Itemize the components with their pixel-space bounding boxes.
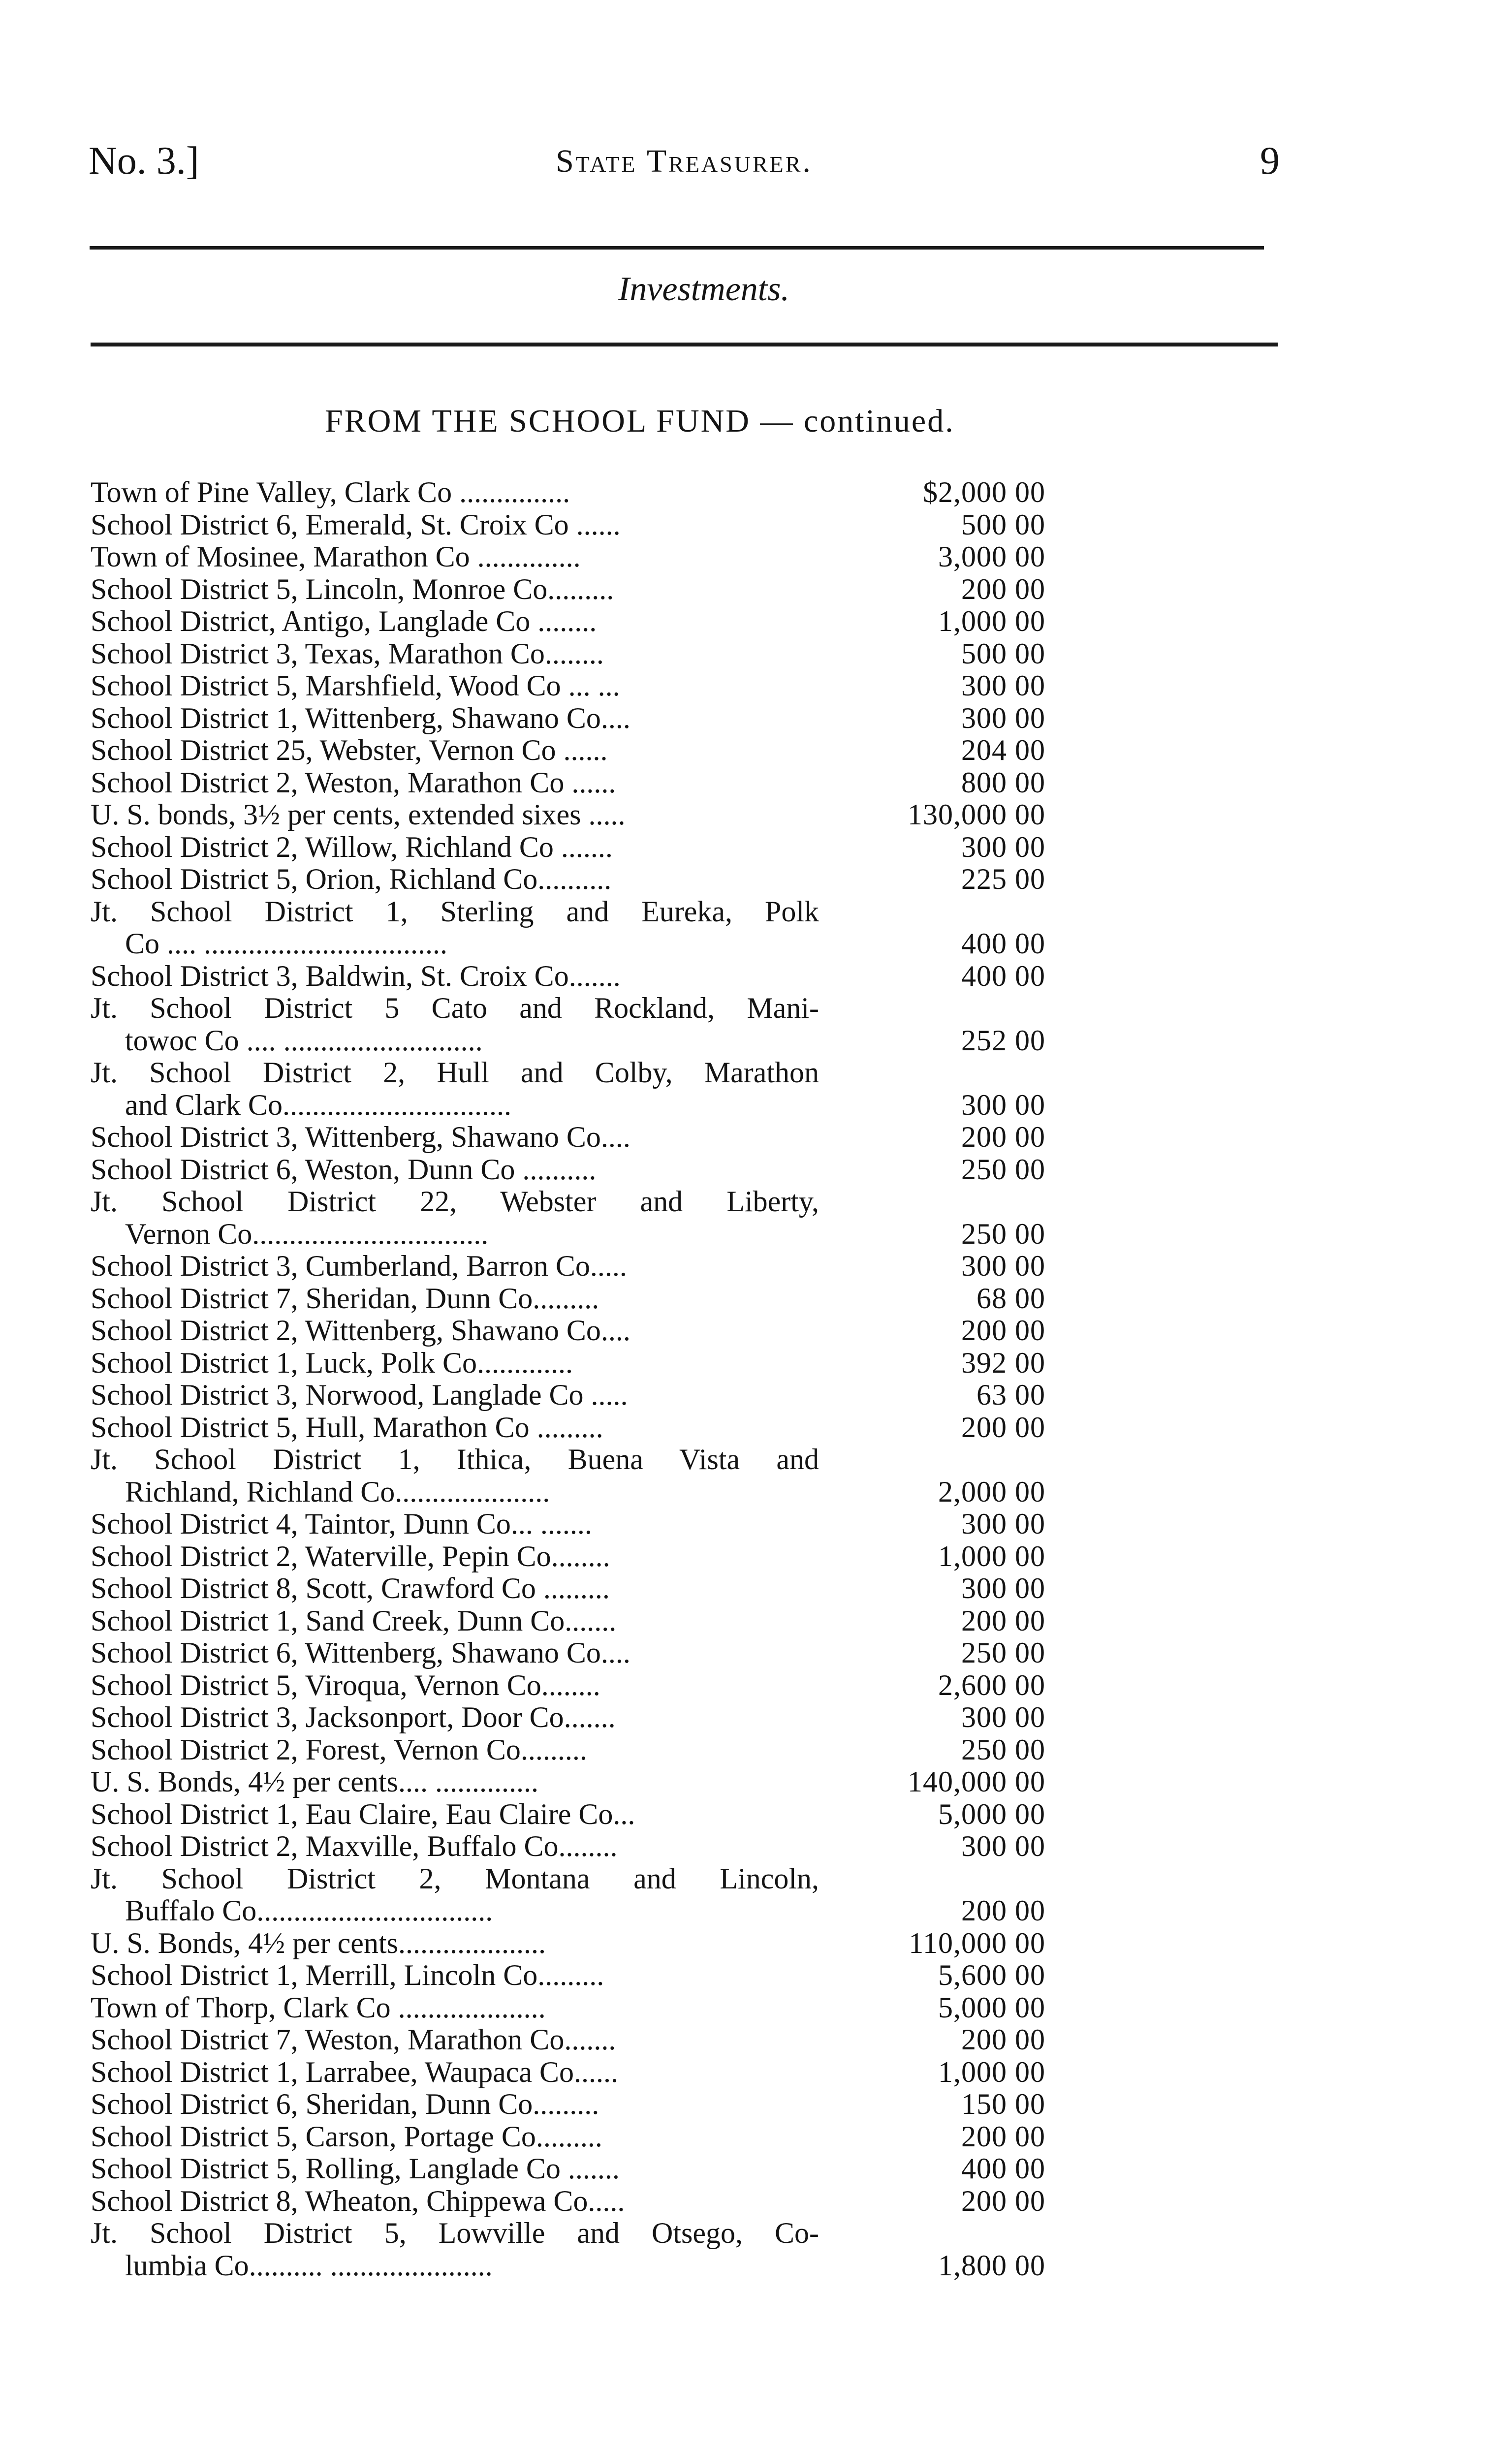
table-row (91, 2217, 1075, 2282)
row-amount: 150 00 (961, 2088, 1045, 2120)
row-description-line: School District 3, Cumberland, Barron Co..... (91, 1250, 627, 1282)
row-description-line: School District 6, Emerald, St. Croix Co ...... (91, 508, 621, 541)
row-description-line: School District 3, Jacksonport, Door Co....... (91, 1701, 616, 1733)
row-description (91, 1444, 819, 1508)
running-header (89, 139, 1280, 193)
row-amount: 1,800 00 (938, 2249, 1045, 2282)
row-description (91, 1121, 819, 1154)
row-amount: 68 00 (976, 1282, 1045, 1315)
table-row (91, 896, 1075, 960)
investments-table (91, 476, 1075, 2282)
row-description-line: School District 5, Rolling, Langlade Co ....... (91, 2152, 620, 2185)
row-amount: 2,000 00 (938, 1475, 1045, 1508)
row-description (91, 1315, 819, 1347)
row-description-line: School District 7, Weston, Marathon Co....... (91, 2023, 616, 2056)
running-title: State Treasurer. (556, 143, 813, 179)
row-description-line: Town of Thorp, Clark Co .................... (91, 1991, 546, 2024)
row-amount: 250 00 (961, 1153, 1045, 1186)
row-description-line: School District 5, Orion, Richland Co.......... (91, 863, 612, 895)
table-row (91, 734, 1075, 767)
row-description (91, 670, 819, 702)
table-row (91, 573, 1075, 606)
row-description (91, 509, 819, 541)
row-amount: 300 00 (961, 1088, 1045, 1121)
row-description-line: School District 5, Carson, Portage Co......... (91, 2120, 602, 2153)
row-amount: 200 00 (961, 1411, 1045, 1444)
row-description-continuation: Vernon Co................................ (125, 1217, 489, 1250)
table-row (91, 1412, 1075, 1444)
row-description-line: Town of Mosinee, Marathon Co .............. (91, 540, 581, 573)
table-row (91, 1734, 1075, 1766)
row-amount: 1,000 00 (938, 2055, 1045, 2088)
page-subtitle: Investments. (618, 270, 789, 308)
row-amount: 300 00 (961, 1508, 1045, 1540)
row-amount: 63 00 (976, 1379, 1045, 1411)
row-description (91, 1669, 819, 1702)
row-description-line: School District 5, Lincoln, Monroe Co......... (91, 572, 614, 605)
table-row (91, 1154, 1075, 1186)
document-number: No. 3.] (89, 139, 199, 183)
row-description (91, 1798, 819, 1831)
table-row (91, 1508, 1075, 1540)
row-description (91, 1927, 819, 1960)
row-description-line: School District 1, Sand Creek, Dunn Co....... (91, 1604, 617, 1637)
row-description (91, 1508, 819, 1540)
row-description-line: Jt. School District 5 Cato and Rockland, Mani- (91, 992, 819, 1024)
row-description (91, 1283, 819, 1315)
table-row (91, 1347, 1075, 1380)
row-description (91, 2121, 819, 2153)
table-row (91, 1830, 1075, 1863)
row-amount: 130,000 00 (908, 798, 1045, 831)
row-amount: 200 00 (961, 2023, 1045, 2056)
row-description (91, 1379, 819, 1412)
row-description (91, 992, 819, 1057)
table-row (91, 1283, 1075, 1315)
row-amount: 400 00 (961, 2152, 1045, 2185)
bottom-rule (91, 343, 1278, 346)
row-description-line: Jt. School District 5, Lowville and Otsego, Co- (91, 2217, 819, 2249)
table-row (91, 1959, 1075, 1992)
row-amount: 5,600 00 (938, 1959, 1045, 1991)
row-description (91, 1637, 819, 1669)
row-description (91, 605, 819, 638)
row-amount: 1,000 00 (938, 605, 1045, 637)
table-row (91, 1798, 1075, 1831)
row-description-line: School District 25, Webster, Vernon Co ...... (91, 734, 608, 766)
row-description (91, 1250, 819, 1283)
row-description-line: School District 5, Marshfield, Wood Co ... ... (91, 669, 620, 702)
row-description-line: School District 1, Eau Claire, Eau Claire Co... (91, 1797, 635, 1830)
row-description (91, 1830, 819, 1863)
row-description (91, 767, 819, 799)
row-amount: 800 00 (961, 766, 1045, 799)
row-description (91, 2056, 819, 2089)
row-description-line: School District 1, Larrabee, Waupaca Co...... (91, 2055, 619, 2088)
row-description-line: School District 3, Norwood, Langlade Co ..... (91, 1379, 628, 1411)
row-amount: 110,000 00 (909, 1926, 1045, 1959)
table-row (91, 1444, 1075, 1508)
row-description (91, 1766, 819, 1798)
row-description (91, 2088, 819, 2121)
row-amount: 3,000 00 (938, 540, 1045, 573)
table-row (91, 767, 1075, 799)
table-row (91, 1927, 1075, 1960)
row-description (91, 1959, 819, 1992)
table-row (91, 2024, 1075, 2056)
table-row (91, 670, 1075, 702)
row-description (91, 1605, 819, 1637)
row-amount: 225 00 (961, 863, 1045, 895)
row-amount: 140,000 00 (908, 1765, 1045, 1798)
table-row (91, 605, 1075, 638)
row-amount: 300 00 (961, 830, 1045, 863)
row-amount: 250 00 (961, 1733, 1045, 1766)
row-amount: 200 00 (961, 1314, 1045, 1347)
table-row (91, 1572, 1075, 1605)
row-description (91, 476, 819, 509)
section-title: FROM THE SCHOOL FUND — continued. (325, 403, 955, 439)
top-rule (90, 246, 1264, 250)
row-description-line: School District 5, Hull, Marathon Co ......... (91, 1411, 603, 1444)
row-amount: 500 00 (961, 637, 1045, 670)
row-description-line: School District 8, Scott, Crawford Co ......... (91, 1572, 610, 1604)
row-description (91, 1057, 819, 1121)
row-description (91, 896, 819, 960)
row-amount: 300 00 (961, 1701, 1045, 1733)
row-description-line: School District 2, Forest, Vernon Co......... (91, 1733, 587, 1766)
table-row (91, 1379, 1075, 1412)
row-description (91, 1154, 819, 1186)
row-description-line: Jt. School District 1, Sterling and Eureka, Polk (91, 895, 819, 928)
table-row (91, 1863, 1075, 1927)
row-description (91, 863, 819, 896)
table-row (91, 509, 1075, 541)
table-row (91, 1766, 1075, 1798)
row-description-line: Jt. School District 22, Webster and Liberty, (91, 1185, 819, 1218)
row-description-line: School District 6, Weston, Dunn Co .......... (91, 1153, 597, 1186)
row-description (91, 960, 819, 993)
table-row (91, 2121, 1075, 2153)
row-amount: 252 00 (961, 1024, 1045, 1057)
row-description (91, 1992, 819, 2024)
row-description (91, 1540, 819, 1573)
row-description-line: School District 8, Wheaton, Chippewa Co..... (91, 2184, 625, 2217)
table-row (91, 1605, 1075, 1637)
row-amount: 200 00 (961, 572, 1045, 605)
row-description-continuation: Co .... ................................. (125, 927, 448, 960)
row-description (91, 573, 819, 606)
row-description-line: School District 1, Merrill, Lincoln Co......... (91, 1959, 604, 1991)
row-amount: 1,000 00 (938, 1540, 1045, 1572)
page-number: 9 (1260, 139, 1280, 183)
table-row (91, 1669, 1075, 1702)
row-description (91, 2217, 819, 2282)
row-description (91, 831, 819, 864)
row-description (91, 2185, 819, 2218)
table-row (91, 1250, 1075, 1283)
row-description-line: School District, Antigo, Langlade Co ........ (91, 605, 597, 637)
row-description-continuation: and Clark Co............................... (125, 1088, 511, 1121)
row-description-continuation: Buffalo Co................................ (125, 1894, 493, 1927)
table-row (91, 960, 1075, 993)
row-description-line: Jt. School District 1, Ithica, Buena Vista and (91, 1443, 819, 1476)
row-description-line: School District 7, Sheridan, Dunn Co......... (91, 1282, 599, 1315)
row-description-line: School District 6, Wittenberg, Shawano Co.... (91, 1636, 630, 1669)
table-row (91, 1315, 1075, 1347)
row-description (91, 2153, 819, 2185)
table-row (91, 1637, 1075, 1669)
row-description-line: Jt. School District 2, Hull and Colby, Marathon (91, 1056, 819, 1089)
row-description-continuation: lumbia Co.......... ...................... (125, 2249, 493, 2282)
row-description-line: U. S. bonds, 3½ per cents, extended sixes ..... (91, 798, 626, 831)
row-amount: 5,000 00 (938, 1797, 1045, 1830)
row-amount: 200 00 (961, 1894, 1045, 1927)
row-description-line: School District 2, Wittenberg, Shawano Co.... (91, 1314, 630, 1347)
row-amount: 204 00 (961, 734, 1045, 766)
table-row (91, 863, 1075, 896)
row-description-line: School District 6, Sheridan, Dunn Co......... (91, 2088, 599, 2120)
row-description (91, 1186, 819, 1250)
table-row (91, 2056, 1075, 2089)
row-amount: 200 00 (961, 1121, 1045, 1153)
row-amount: 200 00 (961, 2120, 1045, 2153)
row-description (91, 1347, 819, 1380)
row-description (91, 1863, 819, 1927)
row-amount: 300 00 (961, 669, 1045, 702)
table-row (91, 1121, 1075, 1154)
table-row (91, 992, 1075, 1057)
row-description-line: U. S. Bonds, 4½ per cents.................... (91, 1926, 546, 1959)
row-description (91, 1734, 819, 1766)
row-description (91, 702, 819, 735)
row-description-line: School District 1, Wittenberg, Shawano Co.... (91, 701, 630, 734)
row-description (91, 638, 819, 670)
row-description (91, 1572, 819, 1605)
row-amount: 392 00 (961, 1346, 1045, 1379)
row-amount: 2,600 00 (938, 1668, 1045, 1701)
table-row (91, 638, 1075, 670)
table-row (91, 2088, 1075, 2121)
row-amount: 400 00 (961, 927, 1045, 960)
row-description-continuation: Richland, Richland Co..................... (125, 1475, 550, 1508)
table-row (91, 702, 1075, 735)
row-description-line: School District 1, Luck, Polk Co............. (91, 1346, 573, 1379)
row-description (91, 1701, 819, 1734)
row-amount: 300 00 (961, 1572, 1045, 1604)
table-row (91, 2153, 1075, 2185)
table-row (91, 1701, 1075, 1734)
row-amount: 300 00 (961, 1830, 1045, 1862)
row-description (91, 734, 819, 767)
table-row (91, 1186, 1075, 1250)
row-description-line: School District 2, Weston, Marathon Co ...... (91, 766, 616, 799)
row-description-line: School District 3, Wittenberg, Shawano Co.... (91, 1121, 630, 1153)
row-amount: 400 00 (961, 959, 1045, 992)
row-description-line: School District 2, Willow, Richland Co ....... (91, 830, 613, 863)
row-description-line: School District 3, Texas, Marathon Co........ (91, 637, 604, 670)
row-amount: $2,000 00 (923, 476, 1045, 508)
table-row (91, 1540, 1075, 1573)
row-amount: 500 00 (961, 508, 1045, 541)
table-row (91, 476, 1075, 509)
table-row (91, 831, 1075, 864)
row-amount: 300 00 (961, 1250, 1045, 1282)
row-description-line: School District 2, Maxville, Buffalo Co........ (91, 1830, 618, 1862)
table-row (91, 799, 1075, 831)
table-row (91, 1992, 1075, 2024)
row-amount: 300 00 (961, 701, 1045, 734)
table-row (91, 541, 1075, 573)
row-description-line: School District 5, Viroqua, Vernon Co........ (91, 1668, 600, 1701)
row-description-line: School District 2, Waterville, Pepin Co........ (91, 1540, 610, 1572)
row-description-line: School District 4, Taintor, Dunn Co... ....... (91, 1508, 592, 1540)
row-amount: 250 00 (961, 1217, 1045, 1250)
row-amount: 250 00 (961, 1636, 1045, 1669)
table-row (91, 2185, 1075, 2218)
row-description-line: School District 3, Baldwin, St. Croix Co....... (91, 959, 621, 992)
row-amount: 5,000 00 (938, 1991, 1045, 2024)
row-description-line: Town of Pine Valley, Clark Co ............... (91, 476, 570, 508)
row-description (91, 799, 819, 831)
row-amount: 200 00 (961, 1604, 1045, 1637)
row-description (91, 1412, 819, 1444)
table-row (91, 1057, 1075, 1121)
row-description-line: U. S. Bonds, 4½ per cents.... .............. (91, 1765, 538, 1798)
row-description (91, 541, 819, 573)
row-description (91, 2024, 819, 2056)
row-description-continuation: towoc Co .... ........................... (125, 1024, 483, 1057)
row-description-line: Jt. School District 2, Montana and Lincoln, (91, 1862, 819, 1895)
row-amount: 200 00 (961, 2184, 1045, 2217)
